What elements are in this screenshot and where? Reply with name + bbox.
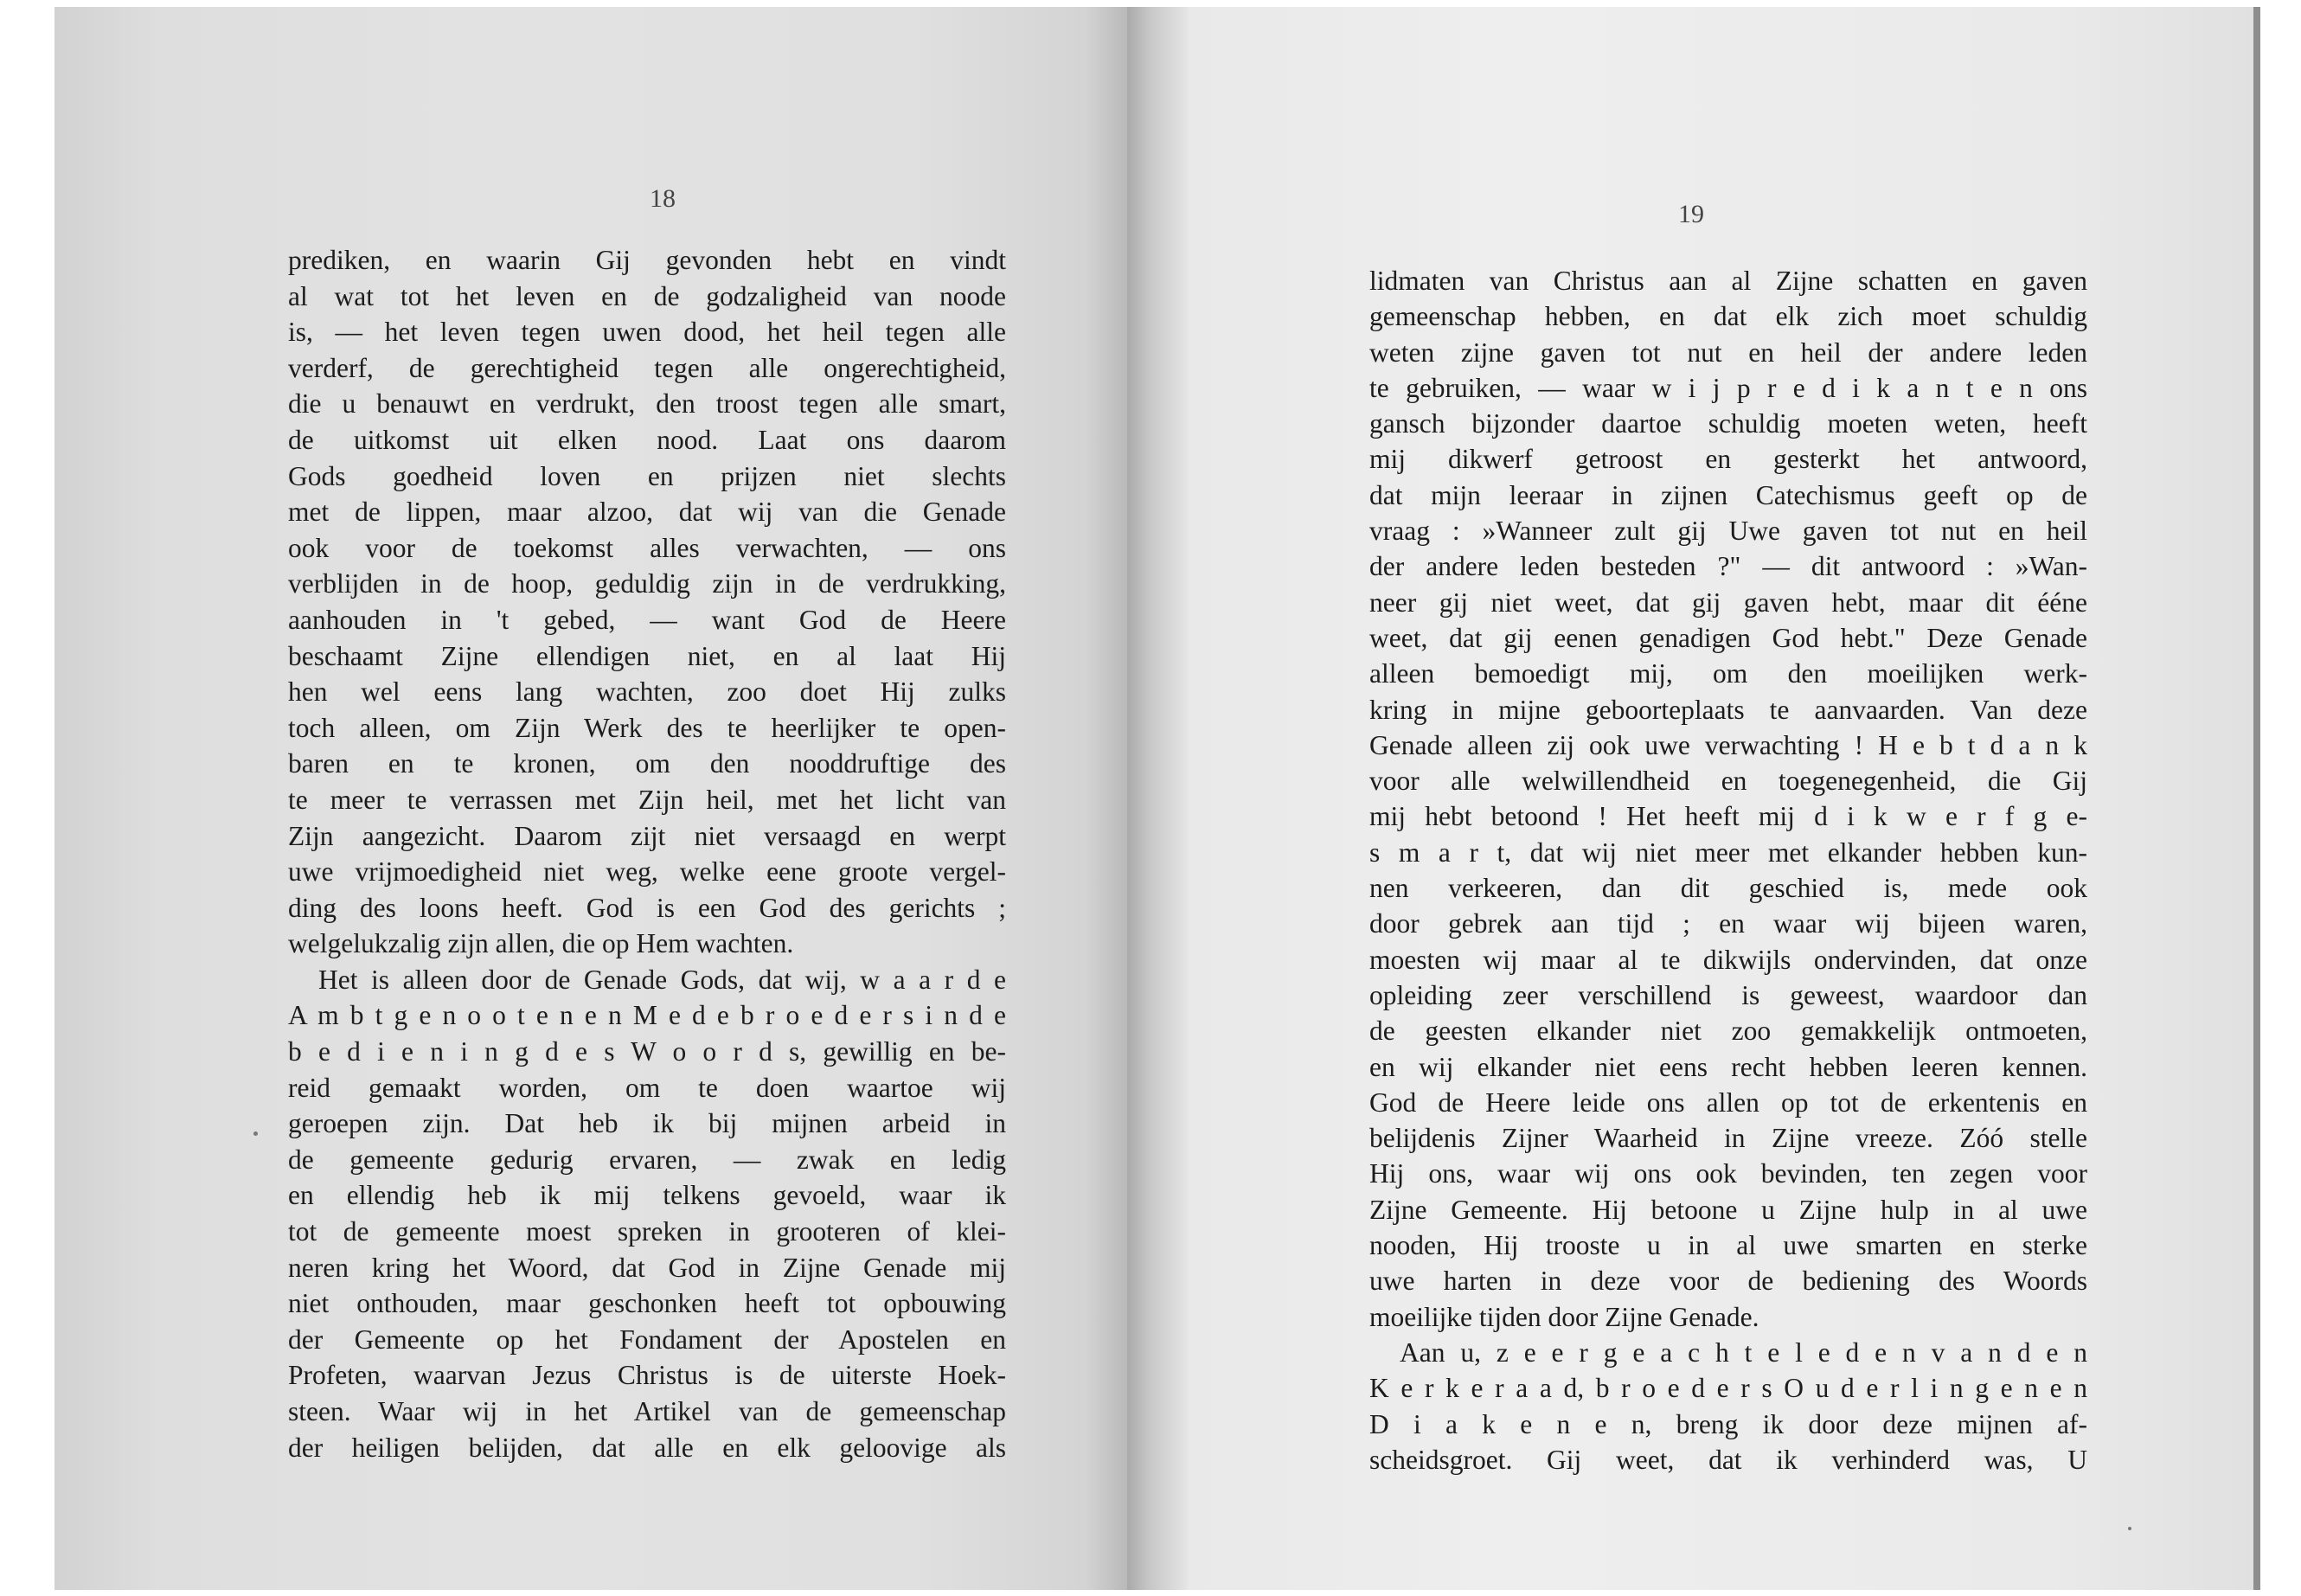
page-text bbox=[1369, 263, 2087, 1477]
text-line: Het is alleen door de Genade Gods, dat wij, w a a r d e bbox=[318, 964, 1006, 995]
book-spread bbox=[54, 7, 2260, 1590]
text-line: uwe harten in deze voor de bediening des Woords bbox=[1369, 1266, 2087, 1297]
text-line: vraag : »Wanneer zult gij Uwe gaven tot nut en heil bbox=[1369, 516, 2087, 547]
text-line: voor alle welwillendheid en toegenegenheid, die Gij bbox=[1369, 766, 2087, 797]
text-line: s m a r t, dat wij niet meer met elkander hebben kun- bbox=[1369, 836, 2087, 868]
text-line: Zijne Gemeente. Hij betoone u Zijne hulp in al uwe bbox=[1369, 1194, 2087, 1225]
page-number: 19 bbox=[1678, 200, 1704, 228]
text-line: baren en te kronen, om den nooddruftige des bbox=[288, 748, 1006, 779]
text-line: niet onthouden, maar geschonken heeft tot opbouwing bbox=[288, 1288, 1006, 1319]
text-line: toch alleen, om Zijn Werk des te heerlijker te open- bbox=[288, 712, 1006, 743]
text-line: lidmaten van Christus aan al Zijne schatten en gaven bbox=[1369, 266, 2087, 296]
left-page bbox=[54, 7, 1127, 1590]
text-line: te meer te verrassen met Zijn heil, met het licht van bbox=[288, 784, 1006, 815]
text-line: en ellendig heb ik mij telkens gevoeld, waar ik bbox=[288, 1180, 1006, 1211]
text-line: weet, dat gij eenen genadigen God hebt." Deze Genade bbox=[1369, 622, 2087, 653]
text-line: de geesten elkander niet zoo gemakkelijk ontmoeten, bbox=[1369, 1016, 2087, 1047]
text-line: te gebruiken, — waar w i j p r e d i k a n t e n ons bbox=[1369, 372, 2087, 403]
right-page bbox=[1188, 7, 2260, 1590]
text-line: al wat tot het leven en de godzaligheid van noode bbox=[288, 280, 1006, 311]
text-line: alleen bemoedigt mij, om den moeilijken werk- bbox=[1369, 658, 2087, 689]
text-line: tot de gemeente moest spreken in grooteren of klei- bbox=[288, 1216, 1006, 1247]
text-line: b e d i e n i n g d e s W o o r d s, gewillig en be- bbox=[288, 1036, 1006, 1067]
text-line: door gebrek aan tijd ; en waar wij bijeen waren, bbox=[1369, 908, 2087, 939]
book-gutter bbox=[1127, 7, 1188, 1590]
text-line: der heiligen belijden, dat alle en elk geloovige als bbox=[288, 1432, 1006, 1463]
text-line: prediken, en waarin Gij gevonden hebt en vindt bbox=[288, 245, 1006, 275]
text-line: welgelukzalig zijn allen, die op Hem wachten. bbox=[288, 928, 794, 959]
text-line: verblijden in de hoop, geduldig zijn in de verdrukking, bbox=[288, 568, 1006, 599]
text-line: dat mijn leeraar in zijnen Catechismus geeft op de bbox=[1369, 479, 2087, 510]
text-line: reid gemaakt worden, om te doen waartoe wij bbox=[288, 1072, 1006, 1103]
paper-speck bbox=[2128, 1527, 2131, 1530]
text-line: moesten wij maar al te dikwijls ondervinden, dat onze bbox=[1369, 944, 2087, 975]
text-line: kring in mijne geboorteplaats te aanvaarden. Van deze bbox=[1369, 694, 2087, 725]
text-line: verderf, de gerechtigheid tegen alle ongerechtigheid, bbox=[288, 352, 1006, 383]
text-line: der Gemeente op het Fondament der Apostelen en bbox=[288, 1324, 1006, 1355]
text-line: hen wel eens lang wachten, zoo doet Hij zulks bbox=[288, 676, 1006, 708]
paper-speck bbox=[253, 1131, 258, 1136]
page-edge bbox=[2253, 7, 2260, 1590]
text-line: uwe vrijmoedigheid niet weg, welke eene groote vergel- bbox=[288, 856, 1006, 888]
text-line: nooden, Hij trooste u in al uwe smarten en sterke bbox=[1369, 1230, 2087, 1261]
text-line: God de Heere leide ons allen op tot de erkentenis en bbox=[1369, 1086, 2087, 1118]
text-line: nen verkeeren, dan dit geschied is, mede ook bbox=[1369, 873, 2087, 904]
text-line: moeilijke tijden door Zijne Genade. bbox=[1369, 1301, 1759, 1332]
text-line: de gemeente gedurig ervaren, — zwak en ledig bbox=[288, 1144, 1006, 1175]
text-line: de uitkomst uit elken nood. Laat ons daarom bbox=[288, 424, 1006, 455]
text-line: D i a k e n e n, breng ik door deze mijnen af- bbox=[1369, 1408, 2087, 1439]
text-line: Gods goedheid loven en prijzen niet slechts bbox=[288, 460, 1006, 491]
text-line: K e r k e r a a d, b r o e d e r s O u d e r l i n g e n e n bbox=[1369, 1373, 2087, 1404]
text-line: ook voor de toekomst alles verwachten, — ons bbox=[288, 532, 1006, 563]
text-line: gemeenschap hebben, en dat elk zich moet schuldig bbox=[1369, 301, 2087, 332]
text-line: steen. Waar wij in het Artikel van de gemeenschap bbox=[288, 1396, 1006, 1426]
text-line: scheidsgroet. Gij weet, dat ik verhinderd was, U bbox=[1369, 1444, 2087, 1475]
text-line: Hij ons, waar wij ons ook bevinden, ten zegen voor bbox=[1369, 1158, 2087, 1189]
text-line: Profeten, waarvan Jezus Christus is de uiterste Hoek- bbox=[288, 1360, 1006, 1391]
text-line: is, — het leven tegen uwen dood, het heil tegen alle bbox=[288, 317, 1006, 348]
text-line: weten zijne gaven tot nut en heil der andere leden bbox=[1369, 337, 2087, 368]
text-line: belijdenis Zijner Waarheid in Zijne vreeze. Zóó stelle bbox=[1369, 1123, 2087, 1154]
text-line: A m b t g e n o o t e n e n M e d e b r o e d e r s i n d e bbox=[288, 1000, 1006, 1031]
text-line: ding des loons heeft. God is een God des gerichts ; bbox=[288, 892, 1006, 923]
page-number: 18 bbox=[650, 184, 676, 213]
page-text bbox=[288, 242, 1006, 1465]
text-line: gansch bijzonder daartoe schuldig moeten weten, heeft bbox=[1369, 408, 2087, 439]
text-line: geroepen zijn. Dat heb ik bij mijnen arbeid in bbox=[288, 1108, 1006, 1139]
text-line: Zijn aangezicht. Daarom zijt niet versaagd en werpt bbox=[288, 820, 1006, 851]
text-line: der andere leden besteden ?" — dit antwoord : »Wan- bbox=[1369, 551, 2087, 582]
text-line: neren kring het Woord, dat God in Zijne Genade mij bbox=[288, 1252, 1006, 1283]
text-line: beschaamt Zijne ellendigen niet, en al laat Hij bbox=[288, 640, 1006, 671]
text-line: en wij elkander niet eens recht hebben leeren kennen. bbox=[1369, 1051, 2087, 1082]
text-line: die u benauwt en verdrukt, den troost tegen alle smart, bbox=[288, 388, 1006, 420]
text-line: met de lippen, maar alzoo, dat wij van die Genade bbox=[288, 497, 1006, 528]
text-line: neer gij niet weet, dat gij gaven hebt, maar dit ééne bbox=[1369, 586, 2087, 618]
text-line: aanhouden in 't gebed, — want God de Heere bbox=[288, 604, 1006, 635]
text-line: mij hebt betoond ! Het heeft mij d i k w e r f g e- bbox=[1369, 801, 2087, 832]
text-line: Aan u, z e e r g e a c h t e l e d e n v a n d e n bbox=[1400, 1336, 2087, 1368]
text-line: opleiding zeer verschillend is geweest, waardoor dan bbox=[1369, 979, 2087, 1010]
text-line: Genade alleen zij ook uwe verwachting ! H e b t d a n k bbox=[1369, 729, 2087, 760]
text-line: mij dikwerf getroost en gesterkt het antwoord, bbox=[1369, 444, 2087, 475]
